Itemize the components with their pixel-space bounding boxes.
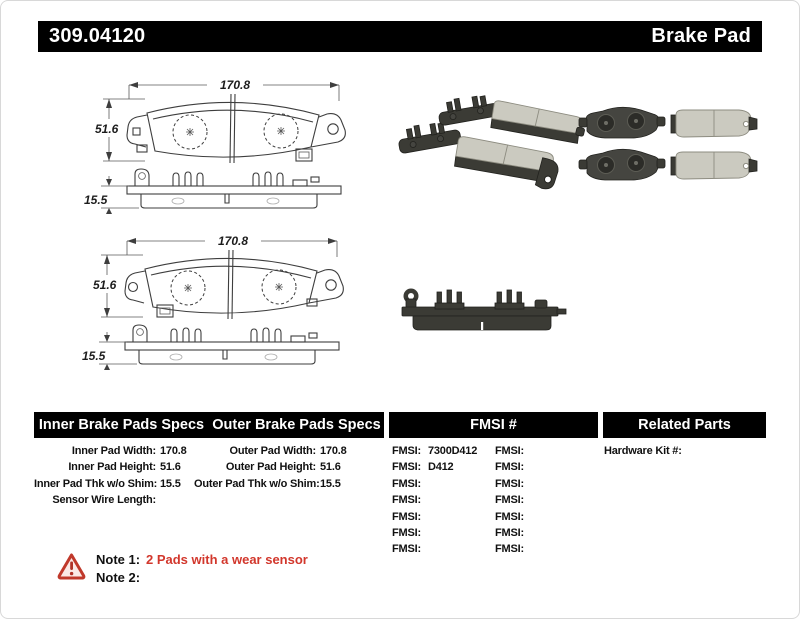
dimension-height (93, 255, 143, 317)
spec-value: 15.5 (160, 477, 181, 490)
dimension-width (127, 234, 337, 257)
fmsi-label: FMSI: (392, 477, 421, 490)
spec-value: 51.6 (320, 461, 341, 474)
pads-photo-grid (579, 103, 757, 187)
backing-plate-photo (436, 92, 499, 126)
related-part-row (604, 443, 689, 459)
dimension-width (129, 78, 339, 101)
inner-specs-header: Inner Brake Pads Specs (38, 417, 205, 433)
fmsi-label: FMSI: (495, 477, 524, 490)
spec-value: 51.6 (160, 461, 181, 474)
fmsi-column-1 (392, 443, 477, 558)
fmsi-row (495, 525, 531, 541)
spec-label: Inner Pad Thk w/o Shim: (34, 477, 158, 490)
fmsi-header: FMSI # (389, 412, 598, 438)
pad-photo-edge-view (399, 285, 569, 335)
fmsi-row (392, 443, 477, 459)
fmsi-label: FMSI: (392, 526, 421, 539)
backing-plate-photo (579, 149, 665, 180)
spec-row (194, 459, 347, 475)
inner-specs-column (34, 443, 187, 509)
pads-photo-angled (393, 87, 585, 199)
pad-front-view (125, 250, 343, 319)
fmsi-label: FMSI: (495, 494, 524, 507)
fmsi-row (392, 525, 477, 541)
spec-label: Outer Pad Thk w/o Shim: (194, 477, 320, 490)
fmsi-row (495, 459, 531, 475)
fmsi-label: FMSI: (495, 445, 524, 457)
fmsi-row (495, 492, 531, 508)
friction-pad-photo (671, 110, 757, 137)
spec-label: Inner Pad Height: (68, 461, 156, 474)
svg-text:15.5: 15.5 (82, 349, 106, 363)
pad-side-view (125, 325, 339, 364)
friction-pad-photo (671, 152, 757, 179)
svg-text:51.6: 51.6 (95, 122, 119, 136)
related-part-label: Hardware Kit #: (604, 445, 682, 457)
product-name: Brake Pad (651, 25, 751, 47)
fmsi-label: FMSI: (392, 445, 421, 457)
svg-text:170.8: 170.8 (219, 78, 251, 92)
fmsi-label: FMSI: (392, 461, 421, 474)
title-bar (38, 21, 762, 52)
fmsi-row (495, 476, 531, 492)
spec-row (34, 443, 187, 459)
dimension-thickness (84, 176, 139, 214)
pad-drawing-bottom (81, 229, 343, 371)
spec-value: 170.8 (160, 445, 187, 457)
dimension-thickness (82, 332, 137, 370)
fmsi-label: FMSI: (495, 510, 524, 523)
fmsi-row (495, 509, 531, 525)
friction-pad-photo (452, 133, 561, 191)
note-1-label: Note 1: (96, 552, 141, 567)
pad-side-view (127, 169, 341, 208)
fmsi-label: FMSI: (392, 494, 421, 507)
note-2 (96, 570, 146, 585)
warning-icon (57, 552, 86, 581)
specs-header-bar (34, 412, 384, 438)
spec-label: Outer Pad Width: (229, 445, 316, 457)
fmsi-value: 7300D412 (427, 445, 478, 457)
svg-text:51.6: 51.6 (93, 278, 117, 292)
spec-row (34, 492, 187, 508)
friction-pad-photo (489, 98, 587, 148)
spec-label: Sensor Wire Length: (52, 494, 156, 507)
related-parts-column (604, 443, 689, 459)
svg-text:170.8: 170.8 (217, 234, 249, 248)
spec-row (34, 476, 187, 492)
spec-label: Inner Pad Width: (71, 445, 156, 457)
fmsi-label: FMSI: (392, 510, 421, 523)
fmsi-row (392, 541, 477, 557)
outer-specs-column (194, 443, 347, 492)
related-parts-header: Related Parts (603, 412, 766, 438)
outer-specs-header: Outer Brake Pads Specs (212, 417, 381, 433)
spec-row (34, 459, 187, 475)
fmsi-row (495, 541, 531, 557)
fmsi-row (392, 476, 477, 492)
pad-drawing-top (83, 73, 345, 215)
note-2-label: Note 2: (96, 570, 141, 585)
note-1 (96, 552, 308, 567)
fmsi-label: FMSI: (495, 461, 524, 474)
fmsi-row (495, 443, 531, 459)
fmsi-row (392, 492, 477, 508)
pad-front-view (127, 94, 345, 163)
spec-label: Outer Pad Height: (225, 461, 316, 474)
fmsi-column-2 (495, 443, 531, 558)
svg-text:15.5: 15.5 (84, 193, 108, 207)
spec-row (194, 443, 347, 459)
spec-value: 170.8 (320, 445, 347, 457)
fmsi-label: FMSI: (495, 543, 524, 556)
fmsi-row (392, 459, 477, 475)
fmsi-row (392, 509, 477, 525)
note-1-text: 2 Pads with a wear sensor (146, 552, 308, 567)
fmsi-label: FMSI: (392, 543, 421, 556)
fmsi-label: FMSI: (495, 526, 524, 539)
pad-edge-silhouette (402, 289, 566, 331)
backing-plate-photo (579, 107, 665, 138)
spec-row (194, 476, 347, 492)
spec-value: 15.5 (320, 477, 341, 490)
fmsi-value: D412 (427, 461, 454, 474)
part-number: 309.04120 (49, 25, 146, 47)
